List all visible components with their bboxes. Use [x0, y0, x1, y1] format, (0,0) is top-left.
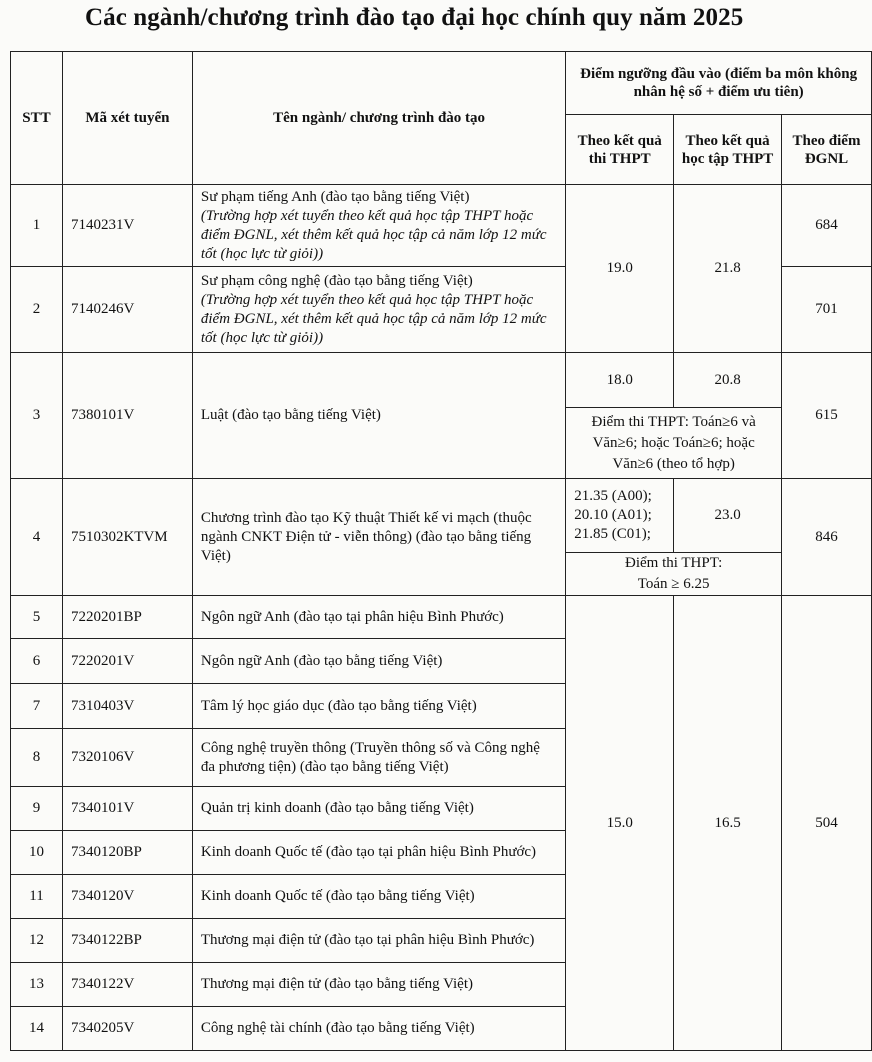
dgnl-score: 615: [782, 353, 872, 479]
header-stt: STT: [11, 52, 63, 185]
dgnl-score: 846: [782, 479, 872, 596]
row-program-name: [192, 185, 565, 267]
row-code: 7340120V: [62, 875, 192, 919]
header-code: Mã xét tuyển: [62, 52, 192, 185]
row-code: 7510302KTVM: [62, 479, 192, 596]
row-code: 7310403V: [62, 684, 192, 729]
header-threshold-group: Điểm ngưỡng đầu vào (điểm ba môn không nhân hệ số + điểm ưu tiên): [566, 52, 872, 115]
dgnl-score: 684: [782, 185, 872, 267]
dgnl-score: 504: [782, 596, 872, 1051]
program-name-text: Sư phạm tiếng Anh (đào tạo bằng tiếng Việt): [200, 188, 470, 205]
row-program-name: Chương trình đào tạo Kỹ thuật Thiết kế vi mạch (thuộc ngành CNKT Điện tử - viễn thông) (đào tạo bằng tiếng Việt): [192, 479, 565, 596]
condition-label: Điểm thi THPT:: [625, 555, 723, 571]
row-code: 7140246V: [62, 267, 192, 353]
row-stt: 8: [11, 729, 63, 787]
table-row: [11, 596, 872, 639]
row-stt: 7: [11, 684, 63, 729]
row-stt: 13: [11, 963, 63, 1007]
row-code: 7140231V: [62, 185, 192, 267]
row-program-name: Luật (đào tạo bằng tiếng Việt): [192, 353, 565, 479]
admission-threshold-table: [10, 51, 872, 1051]
thpt-record-score: 16.5: [674, 596, 782, 1051]
row-program-name: [192, 267, 565, 353]
row-code: 7220201BP: [62, 596, 192, 639]
row-program-name: Công nghệ tài chính (đào tạo bằng tiếng Việt): [192, 1007, 565, 1051]
row-code: 7380101V: [62, 353, 192, 479]
header-program-name: Tên ngành/ chương trình đào tạo: [192, 52, 565, 185]
page-title: Các ngành/chương trình đào tạo đại học chính quy năm 2025: [85, 4, 744, 31]
thpt-exam-score-a01: 20.10 (A01);: [574, 507, 652, 523]
row-stt: 3: [11, 353, 63, 479]
row-program-name: Công nghệ truyền thông (Truyền thông số và Công nghệ đa phương tiện) (đào tạo bằng tiếng Việt): [192, 729, 565, 787]
thpt-record-score: 20.8: [674, 353, 782, 408]
row-code: 7220201V: [62, 639, 192, 684]
program-note: (Trường hợp xét tuyển theo kết quả học tập THPT hoặc điểm ĐGNL, xét thêm kết quả học tập cả năm lớp 12 mức tốt (học lực từ giỏi)): [200, 207, 547, 262]
row-stt: 12: [11, 919, 63, 963]
thpt-exam-score: 18.0: [566, 353, 674, 408]
row-code: 7340122BP: [62, 919, 192, 963]
row-program-name: Ngôn ngữ Anh (đào tạo tại phân hiệu Bình Phước): [192, 596, 565, 639]
row-program-name: Thương mại điện tử (đào tạo bằng tiếng Việt): [192, 963, 565, 1007]
row-stt: 11: [11, 875, 63, 919]
condition-value: Toán ≥ 6.25: [637, 576, 710, 592]
row-stt: 5: [11, 596, 63, 639]
thpt-exam-score: 15.0: [566, 596, 674, 1051]
table-row: [11, 185, 872, 267]
thpt-exam-score: [566, 479, 674, 553]
thpt-record-score: 21.8: [674, 185, 782, 353]
thpt-record-score: 23.0: [674, 479, 782, 553]
header-dgnl: Theo điểm ĐGNL: [782, 115, 872, 185]
row-stt: 4: [11, 479, 63, 596]
row-code: 7340122V: [62, 963, 192, 1007]
row-stt: 14: [11, 1007, 63, 1051]
row-program-name: Kinh doanh Quốc tế (đào tạo tại phân hiệu Bình Phước): [192, 831, 565, 875]
thpt-subject-condition: [566, 553, 782, 596]
row-program-name: Tâm lý học giáo dục (đào tạo bằng tiếng Việt): [192, 684, 565, 729]
row-program-name: Ngôn ngữ Anh (đào tạo bằng tiếng Việt): [192, 639, 565, 684]
row-code: 7340120BP: [62, 831, 192, 875]
program-name-text: Sư phạm công nghệ (đào tạo bằng tiếng Việt): [200, 272, 473, 289]
row-stt: 6: [11, 639, 63, 684]
thpt-subject-condition: Điểm thi THPT: Toán≥6 và Văn≥6; hoặc Toán≥6; hoặc Văn≥6 (theo tổ hợp): [566, 408, 782, 479]
thpt-exam-score: 19.0: [566, 185, 674, 353]
dgnl-score: 701: [782, 267, 872, 353]
program-note: (Trường hợp xét tuyển theo kết quả học tập THPT hoặc điểm ĐGNL, xét thêm kết quả học tập cả năm lớp 12 mức tốt (học lực từ giỏi)): [200, 291, 547, 346]
row-program-name: Kinh doanh Quốc tế (đào tạo bằng tiếng Việt): [192, 875, 565, 919]
row-code: 7340101V: [62, 787, 192, 831]
row-stt: 9: [11, 787, 63, 831]
row-code: 7340205V: [62, 1007, 192, 1051]
row-program-name: Quản trị kinh doanh (đào tạo bằng tiếng Việt): [192, 787, 565, 831]
table-row: [11, 353, 872, 408]
header-thpt-exam: Theo kết quả thi THPT: [566, 115, 674, 185]
row-stt: 10: [11, 831, 63, 875]
row-stt: 1: [11, 185, 63, 267]
row-code: 7320106V: [62, 729, 192, 787]
header-thpt-record: Theo kết quả học tập THPT: [674, 115, 782, 185]
row-program-name: Thương mại điện tử (đào tạo tại phân hiệu Bình Phước): [192, 919, 565, 963]
row-stt: 2: [11, 267, 63, 353]
thpt-exam-score-a00: 21.35 (A00);: [574, 488, 652, 504]
thpt-exam-score-c01: 21.85 (C01);: [574, 526, 651, 542]
table-row: [11, 479, 872, 553]
